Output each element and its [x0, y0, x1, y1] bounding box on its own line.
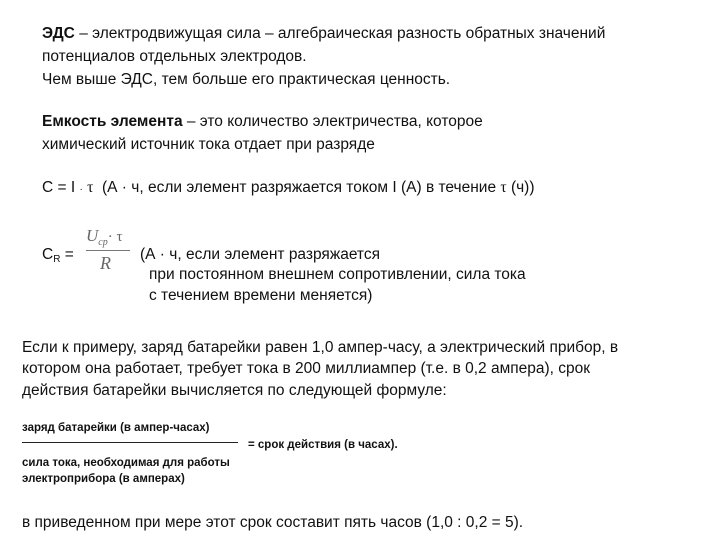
formula2-u-sub: ср — [98, 237, 108, 248]
conclusion: в приведенном при мере этот срок составит пять часов (1,0 : 0,2 = 5). — [22, 514, 524, 531]
formula2-explanation-line-2: при постоянном внешнем сопротивлении, сила тока — [149, 266, 526, 283]
emf-value-statement: Чем выше ЭДС, тем больше его практическая ценность. — [42, 71, 451, 88]
emf-definition-text: – электродвижущая сила – алгебраическая разность обратных значений — [74, 25, 606, 42]
formula2-equals: = — [64, 246, 74, 263]
formula1-tau-2: τ — [500, 179, 507, 196]
formula3-denominator-line-1: сила тока, необходимая для работы — [22, 457, 230, 469]
formula3-fraction-bar — [22, 442, 238, 443]
formula2-denominator: R — [100, 253, 111, 273]
capacity-definition-line-2: химический источник тока отдает при разряде — [42, 136, 375, 153]
formula2-explanation-line-1: (А · ч, если элемент разряжается — [140, 246, 380, 263]
formula1-dot: · — [79, 184, 83, 195]
formula2-lhs — [42, 244, 74, 271]
capacity-definition-line-1 — [42, 111, 483, 133]
capacity-formula — [42, 177, 535, 201]
formula3-result: = срок действия (в часах). — [248, 439, 398, 451]
formula1-tau: τ — [87, 179, 94, 196]
example-line-1: Если к примеру, заряд батарейки равен 1,0 ампер-часу, а электрический прибор, в — [22, 339, 619, 356]
formula1-end: (ч)) — [510, 179, 535, 196]
formula1-explanation: (А · ч, если элемент разряжается током I (А) в течение — [102, 179, 497, 196]
formula3-numerator: заряд батарейки (в ампер-часах) — [22, 422, 210, 434]
emf-term: ЭДС — [42, 25, 75, 42]
formula3-denominator-line-2: электроприбора (в амперах) — [22, 473, 185, 485]
formula2-c: C — [42, 246, 54, 263]
example-line-3: действия батарейки вычисляется по следующей формуле: — [22, 382, 447, 399]
formula2-fraction-bar — [86, 250, 130, 251]
capacity-term: Емкость элемента — [42, 113, 183, 130]
emf-definition-line-1 — [42, 23, 605, 45]
capacity-definition-text: – это количество электричества, которое — [182, 113, 483, 130]
formula2-u: U — [86, 226, 99, 245]
emf-definition-line-2: потенциалов отдельных электродов. — [42, 48, 307, 65]
formula2-sub-r: R — [53, 254, 61, 265]
formula2-numerator — [86, 226, 123, 248]
formula2-fraction — [82, 224, 132, 280]
example-line-2: котором она работает, требует тока в 200 миллиампер (т.е. в 0,2 ампера), срок — [22, 360, 591, 377]
formula2-num-rest: · τ — [107, 229, 123, 245]
formula2-explanation-line-3: с течением времени меняется) — [149, 287, 373, 304]
formula1-lhs: C = I — [42, 179, 76, 196]
